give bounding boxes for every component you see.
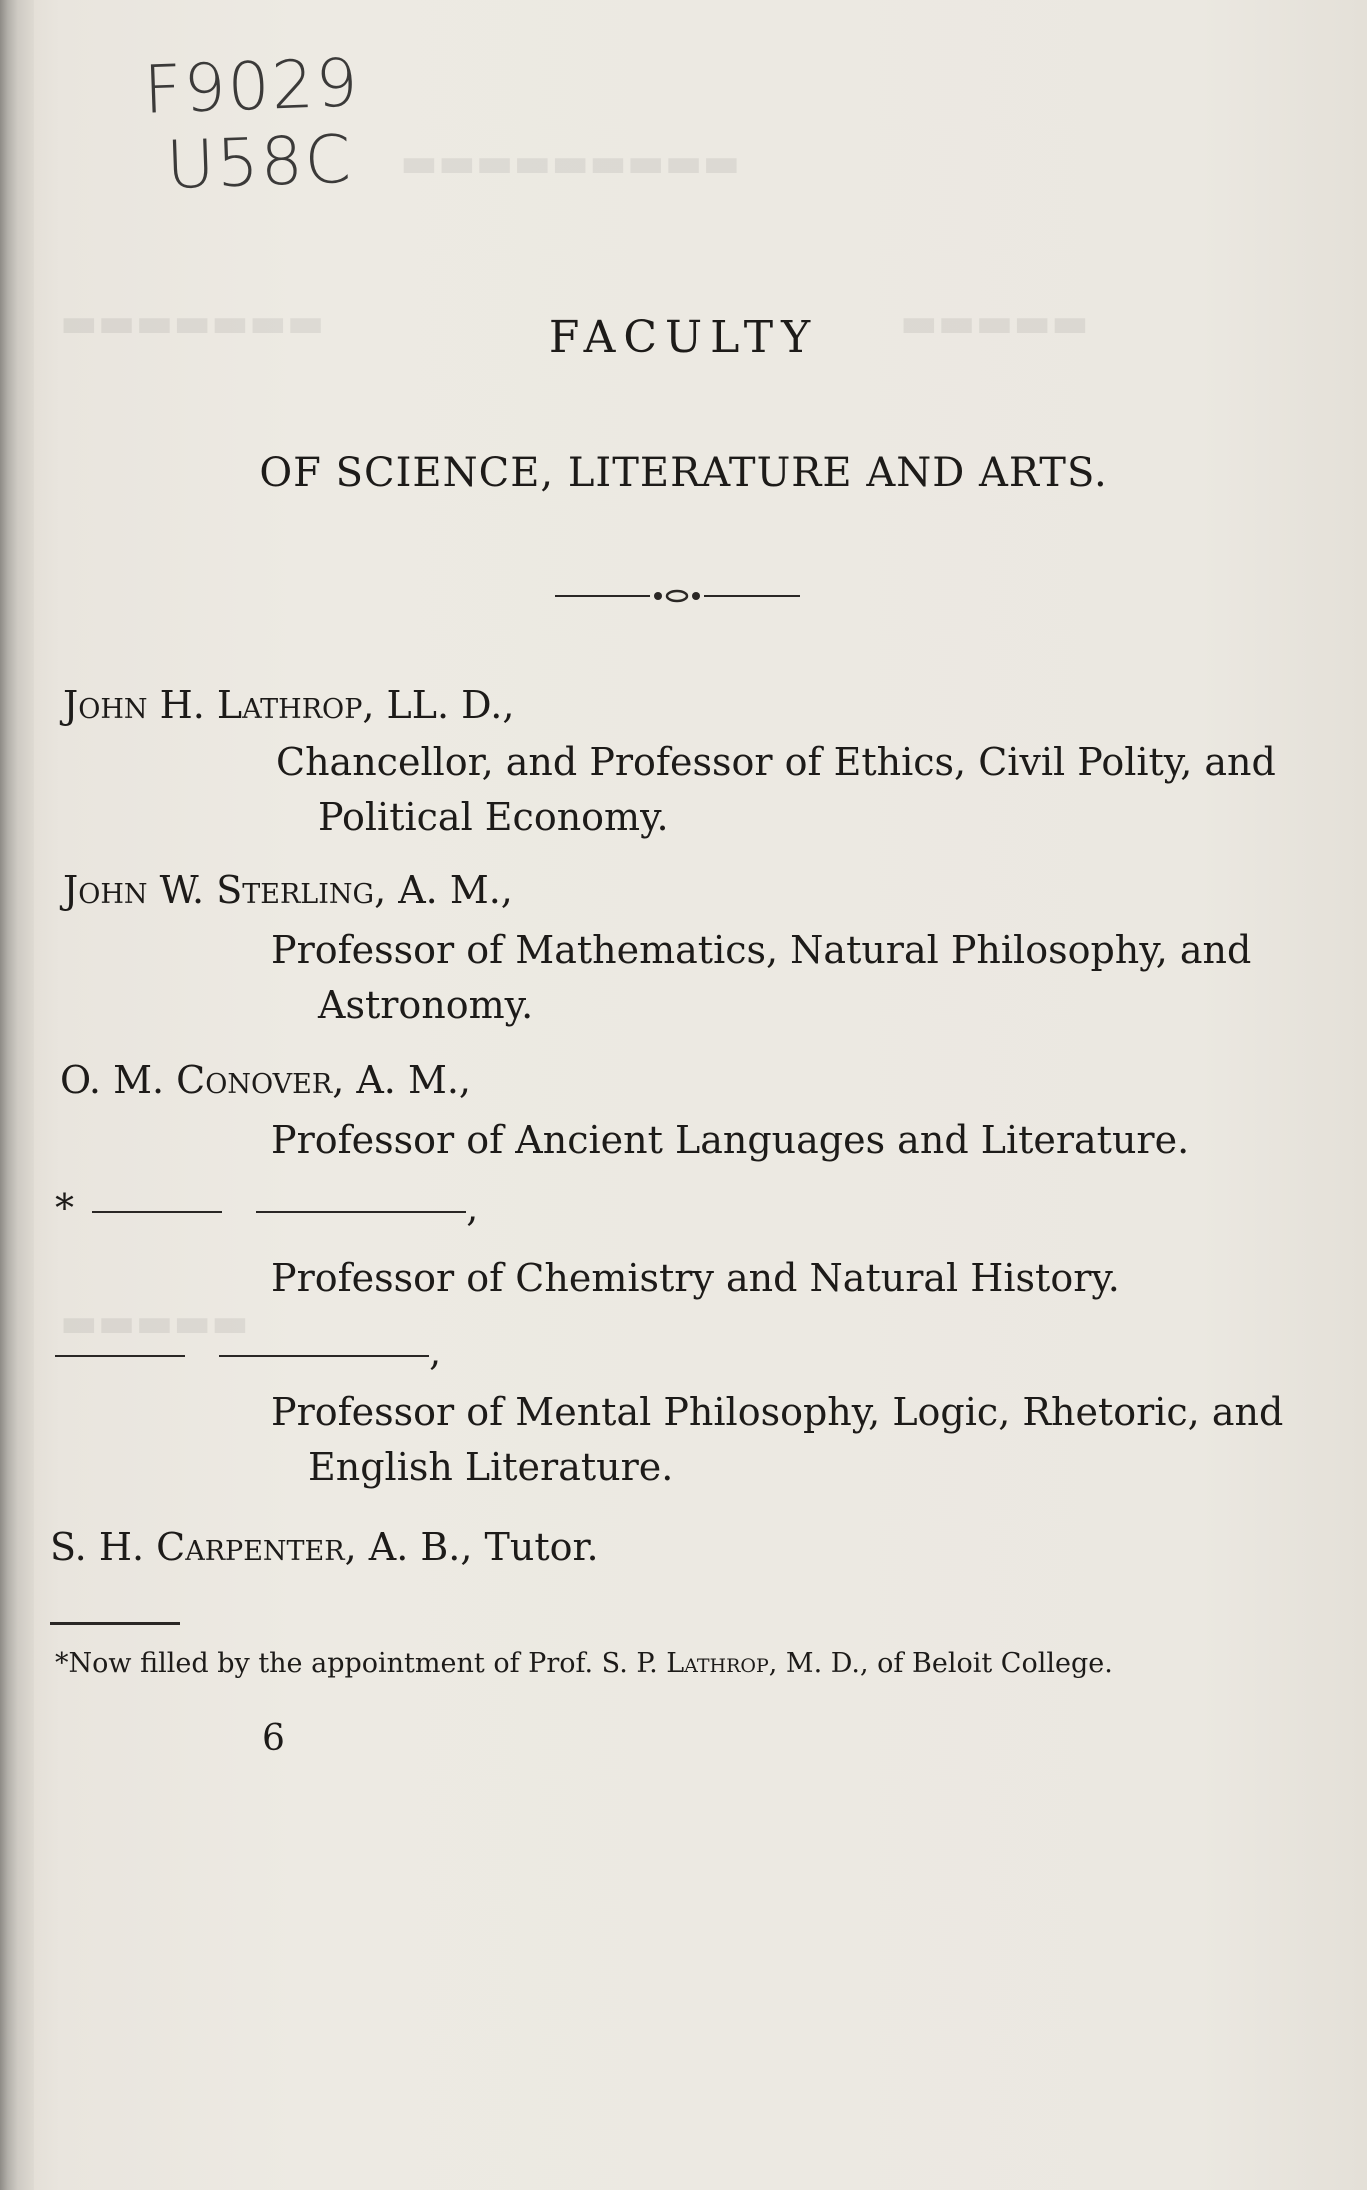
- blank-rule: [92, 1211, 222, 1213]
- shelfmark-line-1: F9029: [142, 44, 361, 129]
- page-number: 6: [262, 1718, 285, 1759]
- footnote-name: Lathrop: [666, 1648, 769, 1679]
- faculty-degree: ,: [466, 1186, 479, 1230]
- faculty-entry-name: [50, 1525, 599, 1569]
- faculty-name: S. H. Carpenter: [50, 1525, 345, 1569]
- faculty-name: John H. Lathrop: [63, 683, 363, 727]
- faculty-description-line: English Literature.: [308, 1445, 674, 1489]
- faculty-description-line: Professor of Chemistry and Natural History.: [271, 1256, 1120, 1300]
- show-through-decoration: ▬▬▬▬▬: [900, 300, 1089, 346]
- handwritten-shelfmark: [142, 46, 363, 203]
- blank-rule: [219, 1355, 429, 1357]
- footnote-suffix: , M. D., of Beloit College.: [768, 1648, 1113, 1679]
- show-through-decoration: ▬▬▬▬▬▬▬▬▬: [400, 140, 741, 186]
- faculty-entry-name: [63, 868, 513, 912]
- faculty-degree: , A. M.,: [332, 1058, 472, 1102]
- blank-rule: [55, 1355, 185, 1357]
- show-through-decoration: ▬▬▬▬▬▬▬: [60, 300, 325, 346]
- faculty-name: O. M. Conover: [60, 1058, 333, 1102]
- blank-rule: [256, 1211, 466, 1213]
- faculty-degree: ,: [429, 1330, 442, 1374]
- faculty-description-line: Chancellor, and Professor of Ethics, Civil Polity, and: [276, 740, 1276, 784]
- footnote: [55, 1648, 1113, 1679]
- footnote-prefix: *Now filled by the appointment of Prof. S. P.: [55, 1648, 667, 1679]
- footnote-marker: *: [55, 1186, 74, 1230]
- ornamental-divider: [555, 578, 800, 614]
- faculty-degree: , LL. D.,: [362, 683, 515, 727]
- show-through-decoration: ▬▬▬▬▬: [60, 1300, 249, 1346]
- faculty-description-line: Astronomy.: [318, 983, 534, 1027]
- faculty-degree: , A. B., Tutor.: [344, 1525, 599, 1569]
- shelfmark-line-2: U58C: [165, 120, 354, 205]
- faculty-description-line: Professor of Mental Philosophy, Logic, Rhetoric, and: [271, 1390, 1284, 1434]
- faculty-degree: , A. M.,: [374, 868, 513, 912]
- page-title: FACULTY: [548, 312, 819, 363]
- faculty-name: John W. Sterling: [63, 868, 375, 912]
- vacant-position-name: [55, 1186, 478, 1230]
- faculty-description-line: Professor of Ancient Languages and Literature.: [271, 1118, 1190, 1162]
- faculty-entry-name: [60, 1058, 471, 1102]
- vacant-position-name: [55, 1330, 441, 1374]
- footnote-divider: [50, 1622, 180, 1625]
- faculty-description-line: Political Economy.: [318, 795, 669, 839]
- faculty-entry-name: [63, 683, 514, 727]
- page-subtitle: OF SCIENCE, LITERATURE AND ARTS.: [259, 450, 1108, 496]
- faculty-description-line: Professor of Mathematics, Natural Philosophy, and: [271, 928, 1252, 972]
